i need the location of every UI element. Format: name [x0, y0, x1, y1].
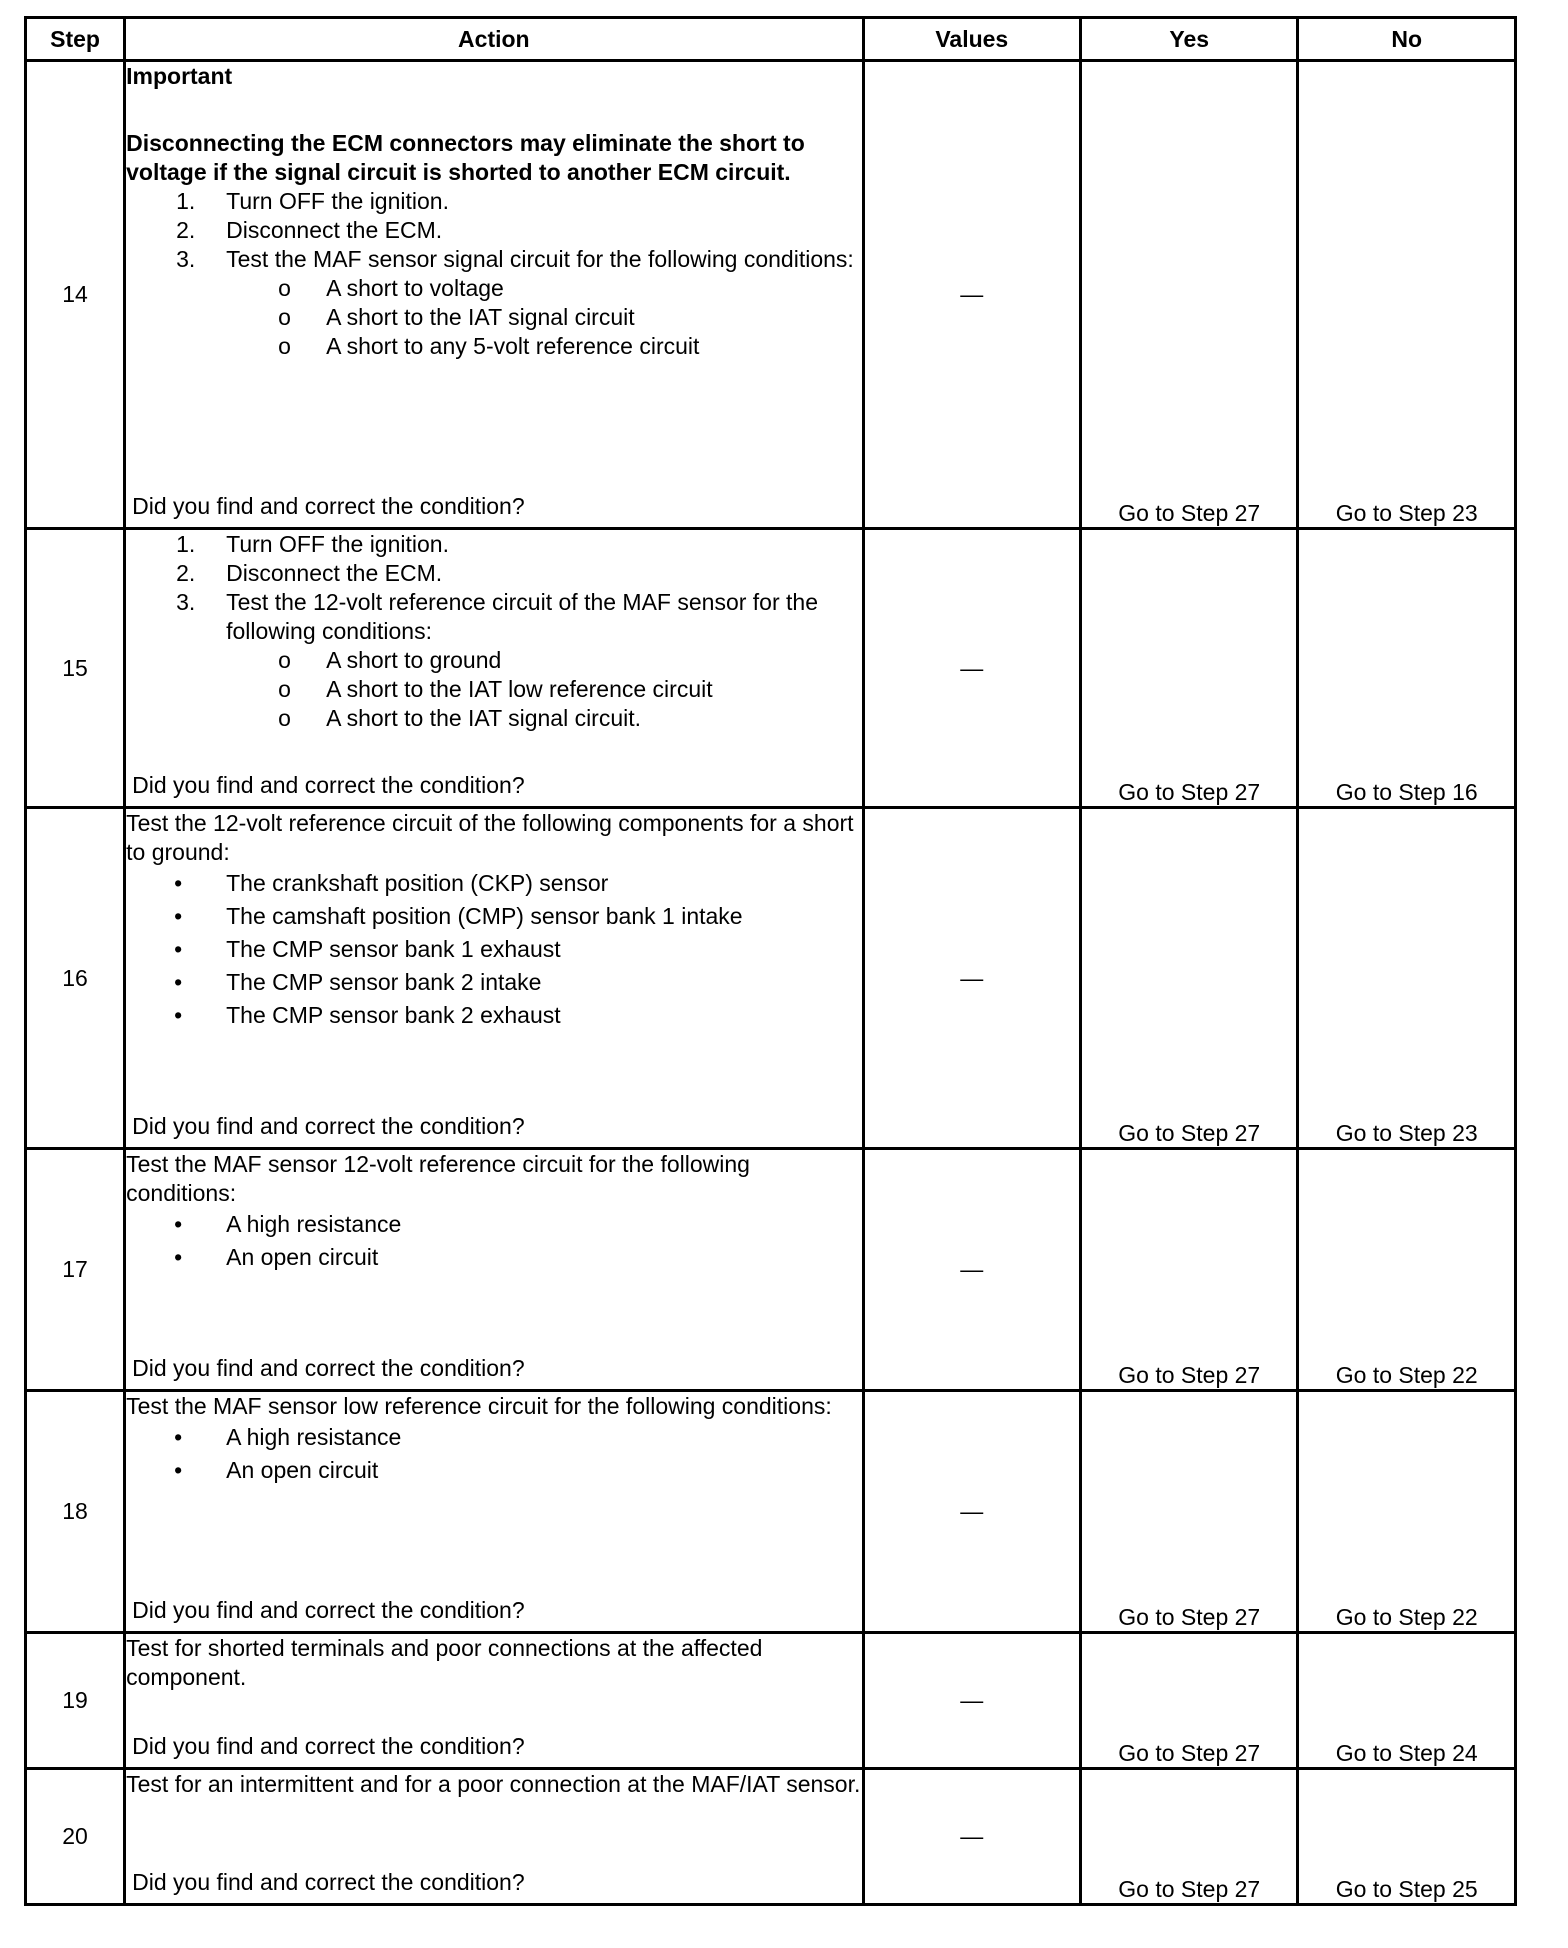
- step-number: 17: [26, 1149, 125, 1391]
- action-intro: Test for an intermittent and for a poor connection at the MAF/IAT sensor.: [126, 1771, 861, 1797]
- list-number: 2.: [176, 217, 196, 243]
- action-cell: [125, 529, 863, 808]
- header-values: Values: [863, 18, 1080, 61]
- list-item: • The CMP sensor bank 1 exhaust: [126, 933, 861, 966]
- bullet-icon: •: [174, 870, 183, 896]
- step-number: 15: [26, 529, 125, 808]
- list-item: o A short to the IAT signal circuit: [126, 303, 861, 332]
- important-label: Important: [126, 63, 233, 89]
- no-cell: Go to Step 23: [1298, 61, 1516, 529]
- yes-cell: Go to Step 27: [1081, 1149, 1298, 1391]
- numbered-steps: [126, 530, 861, 646]
- action-intro: Test the 12-volt reference circuit of the following components for a short to ground:: [126, 810, 854, 865]
- table-row-step-19: [26, 1633, 1516, 1769]
- yes-cell: Go to Step 27: [1081, 1633, 1298, 1769]
- list-item: • An open circuit: [126, 1454, 861, 1487]
- yes-cell: Go to Step 27: [1081, 61, 1298, 529]
- step-number: 14: [26, 61, 125, 529]
- list-item: o A short to ground: [126, 646, 861, 675]
- no-cell: Go to Step 16: [1298, 529, 1516, 808]
- table-row-step-14: [26, 61, 1516, 529]
- diagnostic-table: [24, 16, 1517, 1906]
- step-number: 19: [26, 1633, 125, 1769]
- list-number: 3.: [176, 246, 196, 272]
- list-number: 1.: [176, 531, 196, 557]
- table-row-step-15: [26, 529, 1516, 808]
- condition-list: [126, 274, 861, 361]
- header-row: [26, 18, 1516, 61]
- circle-bullet-icon: o: [278, 333, 291, 359]
- table-row-step-16: [26, 808, 1516, 1149]
- list-item: • A high resistance: [126, 1208, 861, 1241]
- bullet-icon: •: [174, 1457, 183, 1483]
- bullet-icon: •: [174, 1211, 183, 1237]
- header-step: Step: [26, 18, 125, 61]
- list-item: o A short to the IAT signal circuit.: [126, 704, 861, 733]
- header-action: Action: [125, 18, 863, 61]
- condition-list: [126, 1421, 861, 1487]
- list-number: 3.: [176, 589, 196, 615]
- circle-bullet-icon: o: [278, 676, 291, 702]
- list-item: 1. Turn OFF the ignition.: [126, 530, 861, 559]
- values-cell: —: [863, 1633, 1080, 1769]
- action-cell: [125, 808, 863, 1149]
- table-row-step-20: [26, 1769, 1516, 1905]
- question-text: Did you find and correct the condition?: [132, 1869, 525, 1895]
- header-no: No: [1298, 18, 1516, 61]
- question-text: Did you find and correct the condition?: [132, 1113, 525, 1139]
- question-text: Did you find and correct the condition?: [132, 772, 525, 798]
- circle-bullet-icon: o: [278, 647, 291, 673]
- bullet-icon: •: [174, 903, 183, 929]
- action-intro: Test the MAF sensor 12-volt reference circuit for the following conditions:: [126, 1151, 750, 1206]
- values-cell: —: [863, 529, 1080, 808]
- action-intro: Test the MAF sensor low reference circuit for the following conditions:: [126, 1393, 832, 1419]
- bullet-icon: •: [174, 1244, 183, 1270]
- yes-cell: Go to Step 27: [1081, 529, 1298, 808]
- values-cell: —: [863, 61, 1080, 529]
- values-cell: —: [863, 1769, 1080, 1905]
- list-item: • An open circuit: [126, 1241, 861, 1274]
- condition-list: [126, 646, 861, 733]
- condition-list: [126, 1208, 861, 1274]
- no-cell: Go to Step 24: [1298, 1633, 1516, 1769]
- question-text: Did you find and correct the condition?: [132, 493, 525, 519]
- list-item: o A short to voltage: [126, 274, 861, 303]
- bullet-icon: •: [174, 936, 183, 962]
- action-cell: [125, 1633, 863, 1769]
- question-text: Did you find and correct the condition?: [132, 1597, 525, 1623]
- values-cell: —: [863, 1391, 1080, 1633]
- no-cell: Go to Step 23: [1298, 808, 1516, 1149]
- bullet-icon: •: [174, 1424, 183, 1450]
- list-item: o A short to any 5-volt reference circuit: [126, 332, 861, 361]
- list-item: 1. Turn OFF the ignition.: [126, 187, 861, 216]
- question-text: Did you find and correct the condition?: [132, 1733, 525, 1759]
- action-cell: [125, 1149, 863, 1391]
- action-cell: [125, 61, 863, 529]
- list-item: • The CMP sensor bank 2 exhaust: [126, 999, 861, 1032]
- yes-cell: Go to Step 27: [1081, 808, 1298, 1149]
- list-item: • A high resistance: [126, 1421, 861, 1454]
- list-number: 1.: [176, 188, 196, 214]
- no-cell: Go to Step 22: [1298, 1391, 1516, 1633]
- bullet-icon: •: [174, 969, 183, 995]
- action-intro: Test for shorted terminals and poor connections at the affected component.: [126, 1635, 763, 1690]
- step-number: 18: [26, 1391, 125, 1633]
- list-item: 3. Test the 12-volt reference circuit of the MAF sensor for the following conditions:: [126, 588, 861, 646]
- no-cell: Go to Step 25: [1298, 1769, 1516, 1905]
- question-text: Did you find and correct the condition?: [132, 1355, 525, 1381]
- bullet-icon: •: [174, 1002, 183, 1028]
- component-list: [126, 867, 861, 1032]
- circle-bullet-icon: o: [278, 275, 291, 301]
- list-item: 2. Disconnect the ECM.: [126, 559, 861, 588]
- header-yes: Yes: [1081, 18, 1298, 61]
- list-item: 2. Disconnect the ECM.: [126, 216, 861, 245]
- important-note: Disconnecting the ECM connectors may eliminate the short to voltage if the signal circuit is shorted to another ECM circuit.: [126, 130, 805, 185]
- circle-bullet-icon: o: [278, 304, 291, 330]
- list-item: 3. Test the MAF sensor signal circuit for the following conditions:: [126, 245, 861, 274]
- yes-cell: Go to Step 27: [1081, 1769, 1298, 1905]
- list-number: 2.: [176, 560, 196, 586]
- values-cell: —: [863, 1149, 1080, 1391]
- numbered-steps: [126, 187, 861, 274]
- no-cell: Go to Step 22: [1298, 1149, 1516, 1391]
- values-cell: —: [863, 808, 1080, 1149]
- step-number: 16: [26, 808, 125, 1149]
- action-cell: [125, 1391, 863, 1633]
- list-item: o A short to the IAT low reference circuit: [126, 675, 861, 704]
- step-number: 20: [26, 1769, 125, 1905]
- list-item: • The crankshaft position (CKP) sensor: [126, 867, 861, 900]
- action-cell: [125, 1769, 863, 1905]
- list-item: • The camshaft position (CMP) sensor bank 1 intake: [126, 900, 861, 933]
- list-item: • The CMP sensor bank 2 intake: [126, 966, 861, 999]
- yes-cell: Go to Step 27: [1081, 1391, 1298, 1633]
- table-row-step-18: [26, 1391, 1516, 1633]
- table-row-step-17: [26, 1149, 1516, 1391]
- circle-bullet-icon: o: [278, 705, 291, 731]
